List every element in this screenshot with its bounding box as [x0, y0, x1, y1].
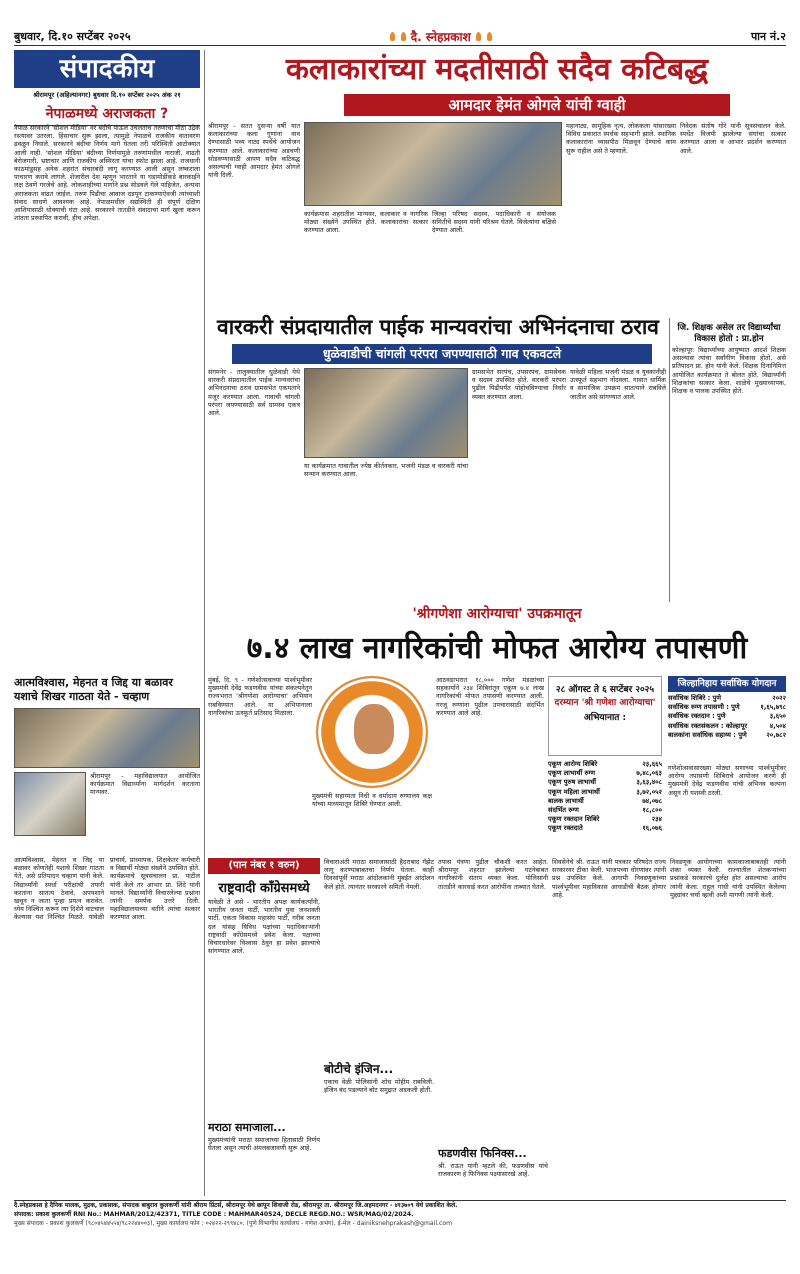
arogya-body-col: मुख्यमंत्री सहाय्यता निधी व धर्मादाय रुग्णालय कक्ष यांच्या माध्यमातून शिबिरे घेण्यात आली. — [312, 792, 432, 809]
lead-story — [208, 122, 786, 308]
lamp-icon — [401, 32, 406, 41]
stat-label: एकूण आरोग्य शिबिरे — [548, 760, 598, 768]
page-number: पान नं.२ — [750, 30, 786, 43]
maratha-body: मुख्यमंत्र्यांनी मराठा समाजाच्या हितासाठी निर्णय घेतला असून त्याची अंमलबजावणी सुरू आहे. — [208, 1136, 320, 1153]
district-stats — [668, 694, 786, 740]
stat-row — [548, 760, 662, 769]
lead-body-col: निवेदक संतोष गोरे यांनी सूत्रसंचालन केले. स्पर्धेत विजयी झालेल्या संघांचा सत्कार करण्यात आला व आभार प्रदर्शन करण्यात आले. — [680, 122, 786, 155]
campaign-info-box — [548, 676, 662, 756]
stat-value: ७४,०७८ — [642, 796, 662, 805]
imprint-footer — [14, 1200, 786, 1258]
lamp-icon — [476, 32, 481, 41]
arogya-body-col: आठवडाभरात १८,००० गणेश मंडळांच्या सहकार्याने २३४ शिबिरांतून एकूण ७.४ लाख नागरिकांची मोफत तपासणी करण्यात आली. गरजू रुग्णांना पुढील उपचारासाठी संदर्भित करण्यात आले आहे. — [436, 676, 544, 717]
column-divider — [204, 50, 205, 1196]
lead-body-col: श्रीरामपूर - सतत दुसऱ्या वर्षी यात कलाकारांच्या कला गुणांना वाव देण्यासाठी भव्य नाट्य स्पर्धेचे आयोजन करण्यात आले. कलाकारांच्या अडचणी सोडवण्यासाठी आपण सदैव कटिबद्ध असल्याची ग्वाही आमदार हेमंत ओगले यांनी दिली. — [208, 122, 300, 180]
stat-value: ७,४८,०६३ — [636, 769, 662, 778]
stat-value: २०,७८२ — [766, 730, 786, 739]
stat-row — [668, 722, 786, 731]
warkari-body-col: संगमनेर - तालुक्यातील धुळेवाडी येथे वारकरी संप्रदायातील पाईक मान्यवरांचा अभिनंदनाचा ठराव ग्रामसभेत एकमताने मंजूर करण्यात आला. गावाची चांगली परंपरा जपण्यासाठी सर्व ग्रामस्थ एकत्र आले. — [208, 368, 300, 418]
campaign-sub: अभियानात : — [583, 713, 627, 723]
lamp-icon — [487, 32, 492, 41]
imprint-contact: मुख्य संपादक - प्रकाश कुलकर्णे (९८०४५४४५५४/९८२२४४००३), मुख्य कार्यालय फोन : ०२४२२-२९९४८०, (पुणे विभागीय कार्यालय - गणेश अभंग), ई-मेल - dainiksnehprakash@gmail.com — [14, 1220, 453, 1228]
confidence-headline: आत्मविश्वास, मेहनत व जिद्द या बळावर यशाचे शिखर गाठता येते - चव्हाण — [14, 676, 173, 703]
stat-label: एकूण पुरुष लाभार्थी — [548, 778, 597, 787]
lead-body-col: जिल्हा परिषद सदस्य, पदाधिकारी व संयोजक समितीचे सदस्य यांनी परिश्रम घेतले. विजेत्यांना बक्षिसे देण्यात आली. — [432, 210, 556, 235]
confidence-body: आत्मविश्वास, मेहनत व जिद्द या बळावर कोणतेही यशाचे शिखर गाठता येते, असे प्रतिपादन चव्हाण यांनी केले. विद्यार्थ्यांनी स्पर्धा परीक्षांची तयारी करताना सातत्य ठेवावे. अपयशाने खचून न जाता पुन्हा प्रयत्न करावेत. ध्येय निश्चित करून त्या दिशेने वाटचाल केल्यास यश निश्चित मिळते. यावेळी प्राचार्य, प्राध्यापक, शिक्षकेतर कर्मचारी व विद्यार्थी मोठ्या संख्येने उपस्थित होते. कार्यक्रमाचे सूत्रसंचालन प्रा. पाटील यांनी केले तर आभार प्रा. शिंदे यांनी मानले. विद्यार्थ्यांनी विचारलेल्या प्रश्नांना त्यांनी समर्पक उत्तरे दिली. महाविद्यालयाच्या वतीने त्यांचा सत्कार करण्यात आला. — [14, 856, 200, 922]
ncp-body: यावेळी ते असे - भारतीय अपक्ष कार्यकर्त्यांनी, भारतीय जनता पार्टी, भारतीय युवा जनशक्ती पार्टी, एकता विकास महासंघ पार्टी, गरीब जनता दल यांसह विविध पक्षांच्या पदाधिकाऱ्यांनी राष्ट्रवादी काँग्रेसमध्ये प्रवेश केला. पक्षाच्या विचारधारेवर विश्वास ठेवून हा प्रवेश झाल्याचे सांगण्यात आले. — [208, 898, 320, 956]
stat-row — [668, 694, 786, 703]
warkari-body-col: यावेळी महिला भजनी मंडळ व युवकांनीही उत्स्फूर्त सहभाग नोंदवला. गावात धार्मिक व सामाजिक उपक्रम सातत्याने राबविले जातील असे सांगण्यात आले. — [570, 368, 666, 401]
stat-row — [548, 778, 662, 787]
imprint-line: दै.स्नेहप्रकाश हे दैनिक मालक, मुद्रक, प्रकाशक, संपादक बाबुराव कुलकर्णी यांनी श्रीराम प्रिंटर्स, श्रीरामपूर येथे छापून शिवाजी रोड, श्रीरामपूर ता. श्रीरामपूर जि.अहमदनगर - ४१३७०९ येथे प्रकाशित केले. — [14, 1202, 458, 1209]
lead-headline: कलाकारांच्या मदतीसाठी सदैव कटिबद्ध — [285, 52, 709, 87]
campaign-label: दरम्यान 'श्री गणेशा आरोग्याचा' — [554, 698, 656, 708]
campaign-stats — [548, 760, 662, 852]
editorial-body: नेपाळ सरकारने 'सोशल मीडिया' वर बंदीचे पाऊल उचलताच तरुणांचा मोठा उद्रेक रस्त्यावर उतरला. हिंसाचार सुरू झाला, त्यामुळे नेपाळचे राजकीय वातावरण ढवळून निघाले. सरकारने बंदीचा निर्णय मागे घेतला तरी परिस्थिती आटोक्यात आली नाही. 'सोशल मीडिया' बंदीच्या निर्णयामुळे तरुणांमधील नाराजी, वाढती बेरोजगारी, भ्रष्टाचार आणि राजकीय अस्थिरता यांचा स्फोट झाला आहे. राजधानी काठमांडूसह अनेक शहरांत संचारबंदी लागू करण्यात आली असून लष्कराला पाचारण करावे लागले. शेजारील देश म्हणून भारताने या घडामोडींकडे बारकाईने लक्ष ठेवणे गरजेचे आहे. लोकशाहीच्या मार्गाने प्रश्न सोडवले गेले पाहिजेत, अन्यथा अराजकता वाढत जाईल. तरुण पिढीचा आवाज दडपून टाकण्याऐवजी त्यांच्याशी संवाद साधणे आवश्यक आहे. नेपाळमधील सद्यस्थिती ही संपूर्ण दक्षिण आशियासाठी धोक्याची घंटा आहे. सरकारने तातडीने संवादाचा मार्ग खुला करून शांतता प्रस्थापित करावी, हीच अपेक्षा. — [14, 124, 200, 223]
stat-label: सर्वाधिक रक्तदान : पुणे — [668, 712, 726, 721]
stat-value: १८,८०० — [642, 806, 662, 815]
continuation-body: तपास यंत्रणा पुढील चौकशी करत आहेत. श्रीरामपूर शहरात झालेल्या घटनेबाबत नागरिकांनी संताप व्यक्त केला. पोलिसांनी तातडीने कारवाई करत आरोपींना ताब्यात घेतले. — [438, 858, 548, 891]
arogya-kicker: 'श्रीगणेशा आरोग्याचा' उपक्रमातून — [412, 606, 582, 622]
stat-label: एकूण रक्तदान शिबिरे — [548, 815, 600, 824]
stat-row — [548, 788, 662, 797]
warkari-headline: वारकरी संप्रदायातील पाईक मान्यवरांचा अभिनंदनाचा ठराव — [217, 315, 659, 339]
column-divider — [669, 318, 670, 602]
teacher-headline: जि. शिक्षक असेल तर विद्यार्थ्यांचा विकास होतो : प्रा.होन — [677, 323, 781, 344]
lead-photo — [304, 122, 562, 206]
lamp-icon — [390, 32, 395, 41]
stat-label: संदर्भित रुग्ण — [548, 806, 579, 815]
continuation-body: निवडणूक आयोगाच्या कामकाजाबाबतही त्यांनी शंका व्यक्त केली. राज्यातील शेतकऱ्यांच्या प्रश्नांकडे सरकारचे दुर्लक्ष होत असल्याचा आरोप त्यांनी केला. राहुल गांधी यांनी उपस्थित केलेल्या मुद्द्यांवर चर्चा व्हावी अशी मागणी त्यांनी केली. — [670, 858, 786, 899]
paper-name — [389, 28, 493, 45]
warkari-body-col: ग्रामसभेत सरपंच, उपसरपंच, ग्रामसेवक व सदस्य उपस्थित होते. वारकरी परंपरा पुढील पिढीपर्यंत पोहोचविण्याचा निर्धार व्यक्त करण्यात आला. — [472, 368, 566, 401]
stat-label: सर्वाधिक रुग्ण तपासणी : पुणे — [668, 703, 740, 712]
stat-label: एकूण रक्तदाते — [548, 824, 583, 833]
continued-from-page-1: (पान नंबर १ वरुन) — [208, 858, 320, 874]
district-heading: जिल्हानिहाय सर्वाधिक योगदान — [668, 676, 786, 692]
lead-subhead: आमदार हेमंत ओगले यांची ग्वाही — [344, 94, 730, 116]
editorial-dateline: श्रीरामपूर (अहिल्यानगर) बुधवार दि.१० सप्टेंबर २०२५ अंक २१ — [33, 91, 181, 99]
warkari-photo — [304, 368, 468, 458]
confidence-photo — [14, 708, 200, 768]
cm-relief-fund-emblem — [316, 676, 428, 788]
lead-body-col: महानाट्य, सामूहिक नृत्य, लोककला यांसारख्या विविध प्रकारांत स्पर्धक सहभागी झाले. स्थानिक कलाकारांना व्यासपीठ मिळवून देण्याचे काम सुरू राहील असे ते म्हणाले. — [566, 122, 676, 155]
issue-date: बुधवार, दि.१० सप्टेंबर २०२५ — [14, 30, 131, 43]
boat-engine-body: एकाच वेळी पोलिसांनी शोध मोहीम राबविली. इंजिन बंद पडल्याने बोट समुद्रात अडकली होती. — [324, 1078, 434, 1095]
stat-label: सर्वाधिक रक्तसंकलन : कोल्हापूर — [668, 721, 748, 730]
stat-value: १६,०७६ — [642, 824, 662, 833]
stat-label: सर्वाधिक शिबिरे : पुणे — [668, 694, 722, 702]
stat-value: २०२२ — [772, 694, 786, 702]
ncp-headline: राष्ट्रवादी काँग्रेसमध्ये — [218, 881, 310, 896]
stat-value: ३,७२,०५२ — [636, 787, 662, 796]
warkari-body-col: या कार्यक्रमात गावातील ज्येष्ठ कीर्तनकार, भजनी मंडळ व वारकरी यांचा सन्मान करण्यात आला. — [304, 462, 468, 479]
stat-value: १,६५,७९८ — [760, 703, 786, 712]
stat-label: बालकांना सर्वाधिक सहाय्य : पुणे — [668, 730, 747, 739]
imprint-line: संपादक: प्रकाश कुलकर्णी RNI No.: MAHMAR/2012/42371, TITLE CODE : MAHMAR40524, DECLE REGD.NO.: WSR/MAG/02/2024. — [14, 1211, 414, 1219]
arogya-body-col: मुंबई, दि. ९ - गणेशोत्सवाच्या पार्श्वभूमीवर मुख्यमंत्री देवेंद्र फडणवीस यांच्या संकल्पनेतून राज्यभरात 'श्रीगणेशा आरोग्याचा' अभियान राबविण्यात आले. या अभियानाला नागरिकांचा उत्स्फूर्त प्रतिसाद मिळाला. — [208, 676, 312, 717]
speaker-photo — [14, 772, 86, 836]
teacher-body: कोल्हापूर: विद्यार्थ्यांच्या आयुष्यात आदर्श शिक्षक असल्यास त्यांचा सर्वांगीण विकास होतो, असे प्रतिपादन प्रा. होन यांनी केले. शिक्षक दिनानिमित्त आयोजित कार्यक्रमात ते बोलत होते. विद्यार्थ्यांनी शिक्षकांचा सत्कार केला. शाळेचे मुख्याध्यापक, शिक्षक व पालक उपस्थित होते. — [672, 346, 786, 396]
arogya-headline: ७.४ लाख नागरिकांची मोफत आरोग्य तपासणी — [246, 631, 748, 666]
stat-value: २३४ — [651, 815, 662, 824]
editorial-title: नेपाळमध्ये अराजकता ? — [14, 104, 200, 126]
stat-row — [668, 731, 786, 740]
fadnavis-body: श्री. राऊत यांनी म्हटले की, फडणवीस यांचे राजकारण हे फिनिक्स पक्ष्यासारखे आहे. — [438, 1162, 548, 1179]
district-body: गणेशोत्सवासारख्या मोठ्या सणाच्या पार्श्वभूमीवर आरोग्य तपासणी शिबिराचे आयोजन करणे ही मुख्यमंत्री देवेंद्र फडणवीस यांची अभिनव कल्पना असून ती यशस्वी ठरली. — [668, 764, 786, 797]
maratha-headline: मराठा समाजाला... — [208, 1121, 286, 1134]
continuation-body: शिवसेनेचे श्री. राऊत यांनी पत्रकार परिषदेत राज्य सरकारवर टीका केली. भाजपच्या धोरणांवर त्यांनी प्रश्न उपस्थित केले. आगामी निवडणुकांच्या पार्श्वभूमीवर महाविकास आघाडीची बैठक होणार आहे. — [552, 858, 666, 899]
cm-portrait — [354, 704, 394, 754]
stat-row — [548, 806, 662, 815]
paper-name-text: दै. स्नेहप्रकाश — [410, 30, 471, 44]
stat-value: ३,६५० — [769, 712, 786, 721]
stat-label: एकूण लाभार्थी रुग्ण — [548, 769, 596, 778]
stat-row — [548, 824, 662, 833]
fadnavis-headline: फडणवीस फिनिक्स... — [438, 1146, 548, 1161]
stat-label: बालक लाभार्थी — [548, 796, 584, 805]
campaign-dates: २८ ऑगस्ट ते ६ सप्टेंबर २०२५ — [555, 685, 655, 695]
confidence-caption: श्रीरामपूर - महाविद्यालयात आयोजित कार्यक्रमात विद्यार्थ्यांना मार्गदर्शन करताना मान्यवर. — [90, 772, 200, 797]
editorial-heading: संपादकीय — [14, 50, 200, 88]
stat-row — [548, 797, 662, 806]
stat-value: २३,६६५ — [642, 760, 662, 768]
stat-value: ४,५०४ — [769, 721, 786, 730]
stat-value: ३,६३,४०८ — [636, 778, 662, 787]
stat-label: एकूण महिला लाभार्थी — [548, 787, 600, 796]
stat-row — [668, 712, 786, 721]
boat-engine-headline: बोटीचे इंजिन... — [324, 1060, 434, 1077]
continuation-body: विचाराअंती मराठा समाजासाठी हैदराबाद गॅझेट लागू करण्याबाबतचा निर्णय घेतला. काही दिवसांपूर्वी मराठा आंदोलकांनी मुंबईत आंदोलन केले होते. त्यानंतर सरकारने समिती नेमली. — [324, 858, 434, 891]
dateline — [14, 28, 786, 46]
warkari-subhead: धुळेवाडीची चांगली परंपरा जपण्यासाठी गाव एकवटले — [232, 344, 652, 364]
lead-body-col: कार्यक्रमास शहरातील मान्यवर, कलाकार व नागरिक मोठ्या संख्येने उपस्थित होते. कलाकारांचा सत्कार करण्यात आला. — [304, 210, 428, 235]
